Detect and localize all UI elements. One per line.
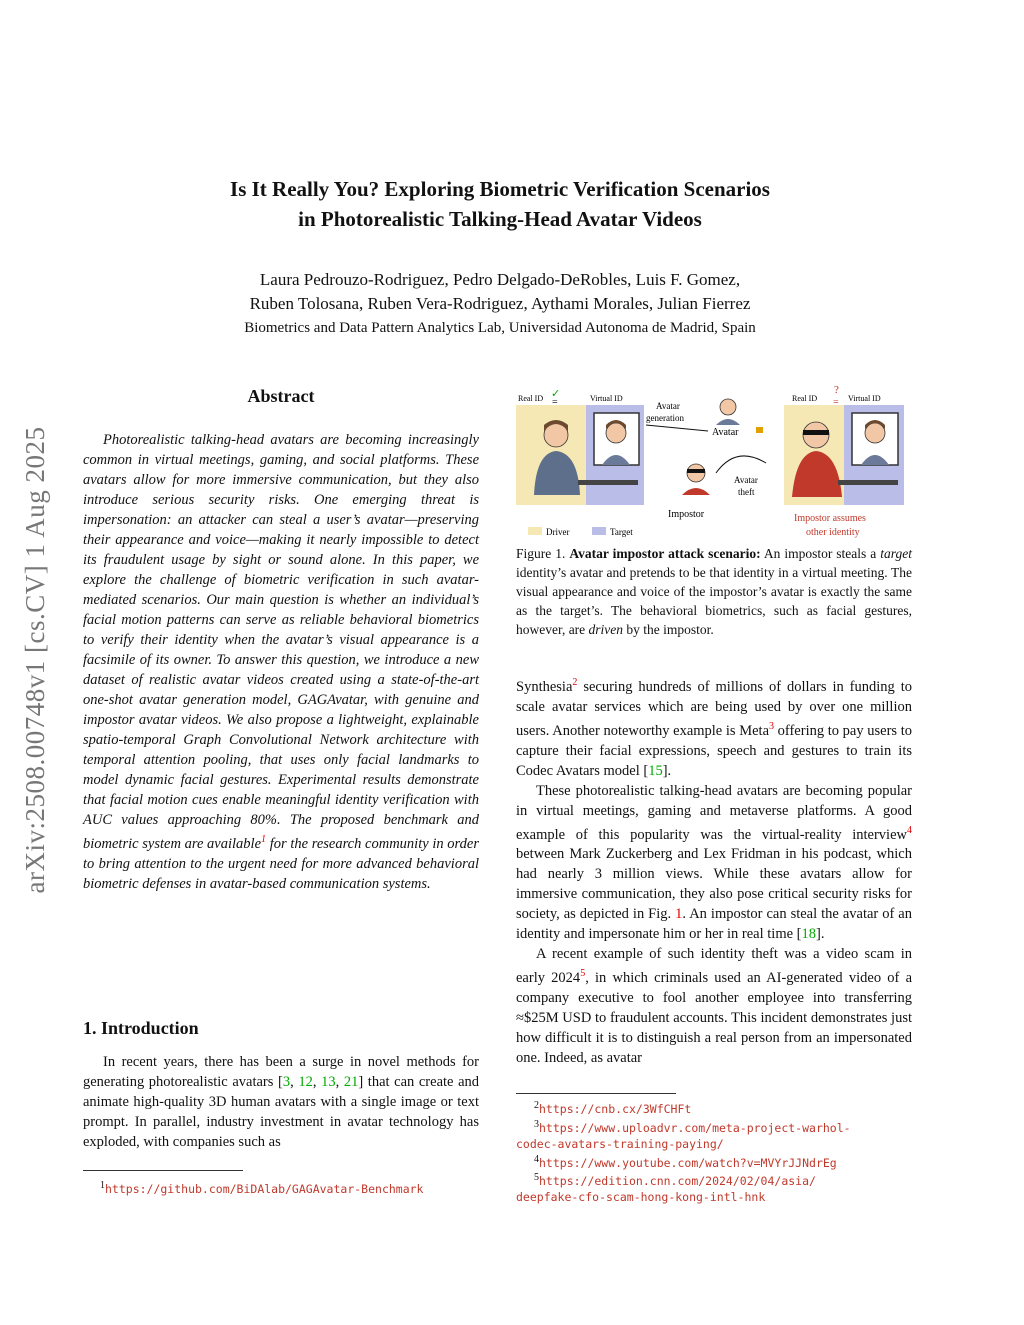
footnote-3[interactable] <box>516 1117 916 1136</box>
label-avatar-generation-1: Avatar <box>656 401 680 411</box>
footnote-rule-right <box>516 1093 676 1094</box>
caption-emph: driven <box>588 622 624 637</box>
abstract-text-b: for the research community in order to bring attention to the urgent need for more advanced behavioral biometric defenses in avatar-based communication systems. <box>83 835 479 892</box>
caption-label: Figure 1. <box>516 546 566 561</box>
label-avatar-generation-2: generation <box>646 413 684 423</box>
label-real-id-right: Real ID <box>792 394 818 403</box>
label-real-id-left: Real ID <box>518 394 544 403</box>
avatar-icon-body <box>716 419 740 425</box>
paper-title <box>150 174 850 234</box>
label-impostor: Impostor <box>668 509 705 520</box>
text: A recent example of such identity theft was a video scam in early 2024 <box>516 946 912 987</box>
check-mark: ✓ <box>551 388 561 400</box>
footnote-link[interactable]: https://edition.cnn.com/2024/02/04/asia/ <box>539 1174 816 1189</box>
arrow-generation <box>646 425 708 431</box>
author-list <box>150 268 850 316</box>
authors-line-2: Ruben Tolosana, Ruben Vera-Rodriguez, Aythami Morales, Julian Fierrez <box>249 294 751 313</box>
sep: , <box>290 1074 299 1090</box>
label-avatar: Avatar <box>712 427 739 438</box>
footnote-number: 5 <box>534 1172 539 1184</box>
footnote-4[interactable] <box>516 1152 916 1171</box>
paragraph <box>516 781 912 945</box>
intro-paragraph <box>83 1052 479 1152</box>
arxiv-identifier: arXiv:2508.00748v1 [cs.CV] 1 Aug 2025 <box>20 426 50 894</box>
figure-ref-1[interactable]: 1 <box>675 906 683 923</box>
footnotes-right <box>516 1098 916 1205</box>
paragraph <box>516 673 912 781</box>
caption-text: An impostor steals a <box>760 546 881 561</box>
avatar-face-right <box>865 423 885 443</box>
sep: , <box>335 1074 344 1090</box>
text: securing hundreds of millions of dollars in funding to scale avatar services which are being used by over one million users. Another noteworthy example is Meta <box>516 678 912 739</box>
arrow-theft <box>716 456 766 473</box>
citation-13[interactable]: 13 <box>321 1074 336 1090</box>
impostor-mask-right <box>803 430 829 435</box>
caption-text: identity’s avatar and pretends to be that identity in a virtual meeting. The visual appearance and voice of the impostor’s avatar is exactly the same as the target’s. The behavioral biometrics, such as facial gestures, however, are <box>516 565 912 637</box>
question-mark: ? <box>834 385 839 396</box>
citation-3[interactable]: 3 <box>282 1074 291 1090</box>
label-avatar-theft-2: theft <box>738 487 755 497</box>
title-line-1: Is It Really You? Exploring Biometric Verification Scenarios <box>230 177 770 201</box>
paragraph <box>516 944 912 1068</box>
footnote-rule-left <box>83 1170 243 1171</box>
footnote-link[interactable]: https://cnb.cx/3WfCHFt <box>539 1101 692 1116</box>
caption-bold: Avatar impostor attack scenario: <box>569 546 761 561</box>
section-heading-introduction: 1. Introduction <box>83 1018 199 1038</box>
footnote-ref-1[interactable]: 1 <box>261 834 267 845</box>
equals-right: = <box>833 397 839 408</box>
intro-text: In recent years, there has been a surge in novel methods for generating photorealistic avatars [ <box>83 1054 479 1090</box>
footnote-link[interactable]: https://www.uploadvr.com/meta-project-warhol- <box>539 1120 851 1135</box>
text: ]. <box>662 762 672 779</box>
keyboard-right <box>838 480 898 485</box>
sep: , <box>312 1074 322 1090</box>
figure-1-caption <box>516 544 912 639</box>
legend-target: Target <box>610 527 633 537</box>
text: between Mark Zuckerberg and Lex Fridman in his podcast, which had nearly 3 million views. While these avatars allow for immersive communication, they also pose critical security risks for society, as depicted in Fig. <box>516 846 912 923</box>
label-impostor-assumes-2: other identity <box>806 527 860 538</box>
citation-21[interactable]: 21 <box>343 1074 359 1090</box>
footnote-5-cont[interactable]: deepfake-cfo-scam-hong-kong-intl-hnk <box>516 1190 766 1205</box>
impostor-mask <box>687 469 705 473</box>
abstract-heading: Abstract <box>247 386 315 406</box>
authors-line-1: Laura Pedrouzo-Rodriguez, Pedro Delgado-DeRobles, Luis F. Gomez, <box>259 270 741 289</box>
footnote-link[interactable]: https://www.youtube.com/watch?v=MVYrJJNdrEg <box>539 1155 837 1170</box>
text: ]. <box>815 926 825 943</box>
citation-18[interactable]: 18 <box>801 926 816 943</box>
footnote-1[interactable] <box>100 1178 424 1197</box>
footnote-ref-2[interactable]: 2 <box>572 677 578 688</box>
citation-12[interactable]: 12 <box>298 1074 313 1090</box>
footnote-2[interactable] <box>516 1098 916 1117</box>
abstract-text-a: Photorealistic talking-head avatars are becoming increasingly common in virtual meetings, gaming, and social platforms. These avatars allow for more immersive communication, but they also introduce serious security risks. One emerging threat is impersonation: an attacker can steal a user’s avatar—preserving their appearance and voice—making it nearly impossible to detect its fraudulent usage by sight or sound alone. In this paper, we explore the challenge of biometric verification in such avatar-mediated scenarios. Our main question is whether an individual’s facial motion patterns can serve as reliable behavioral biometrics to verify their identity when the avatar’s visual appearance is a facsimile of its owner. To answer this question, we introduce a new dataset of realistic avatar videos created using a state-of-the-art one-shot avatar generation model, GAGAvatar, with genuine and impostor avatar videos. We also propose a lightweight, explainable spatio-temporal Graph Convolutional Network architecture with temporal attention pooling, that uses only facial landmarks to model dynamic facial gestures. Experimental results demonstrate that facial motion cues enable meaningful identity verification with AUC values approaching 80%. The proposed benchmark and biometric system are available <box>83 432 479 852</box>
text: Synthesia <box>516 678 573 695</box>
intro-text: ] that can create and animate high-quality 3D human avatars with a single image or text prompt. In parallel, industry investment in avatar technology has exploded, with companies such as <box>83 1074 480 1150</box>
footnote-ref-3[interactable]: 3 <box>769 720 775 732</box>
avatar-icon-head <box>720 399 736 415</box>
citation-15[interactable]: 15 <box>648 762 663 779</box>
label-virtual-id-right: Virtual ID <box>848 394 881 403</box>
footnote-5[interactable] <box>516 1170 916 1189</box>
label-avatar-theft-1: Avatar <box>734 475 758 485</box>
legend-driver-swatch <box>528 527 542 535</box>
label-virtual-id-left: Virtual ID <box>590 394 623 403</box>
keyboard-left <box>578 480 638 485</box>
footnote-ref-4[interactable]: 4 <box>907 824 912 836</box>
impostor-body <box>682 488 710 495</box>
right-column <box>516 673 912 1068</box>
avatar-face-left <box>606 423 626 443</box>
footnote-number: 1 <box>100 1180 105 1191</box>
text: , in which criminals used an AI-generated video of a company executive to fool another employee into transferring ≈$25M USD to fraudulent accounts. This incident demonstrates just how difficult it is to distinguish a real person from an impersonated one. Indeed, as avatar <box>516 970 912 1067</box>
footnote-link[interactable]: https://github.com/BiDAlab/GAGAvatar-Benchmark <box>105 1181 424 1196</box>
equals-left: = <box>552 397 558 408</box>
legend-target-swatch <box>592 527 606 535</box>
caption-text: by the impostor. <box>623 622 714 637</box>
caption-emph: target <box>880 546 913 561</box>
text: These photorealistic talking-head avatars are becoming popular in virtual meetings, gaming and metaverse platforms. A good example of this popularity was the virtual-reality interview <box>516 782 912 843</box>
text: offering to pay users to capture their facial expressions, speech and gestures to train its Codec Avatars model [ <box>516 722 912 779</box>
lock-icon <box>756 427 763 433</box>
title-line-2: in Photorealistic Talking-Head Avatar Videos <box>298 207 702 231</box>
footnote-3-cont[interactable]: codec-avatars-training-paying/ <box>516 1136 724 1151</box>
footnote-number: 4 <box>534 1153 539 1165</box>
figure-1-diagram <box>516 385 912 540</box>
footnote-number: 3 <box>534 1118 539 1130</box>
footnote-number: 2 <box>534 1100 539 1111</box>
footnote-ref-5[interactable]: 5 <box>580 968 586 980</box>
text: . An impostor can steal the avatar of an identity and impersonate him or her in real time [ <box>516 906 912 943</box>
abstract-body <box>83 430 479 894</box>
label-impostor-assumes-1: Impostor assumes <box>794 513 866 524</box>
legend-driver: Driver <box>546 527 570 537</box>
intro-column <box>83 1052 479 1152</box>
affiliation: Biometrics and Data Pattern Analytics Lab, Universidad Autonoma de Madrid, Spain <box>244 320 756 336</box>
